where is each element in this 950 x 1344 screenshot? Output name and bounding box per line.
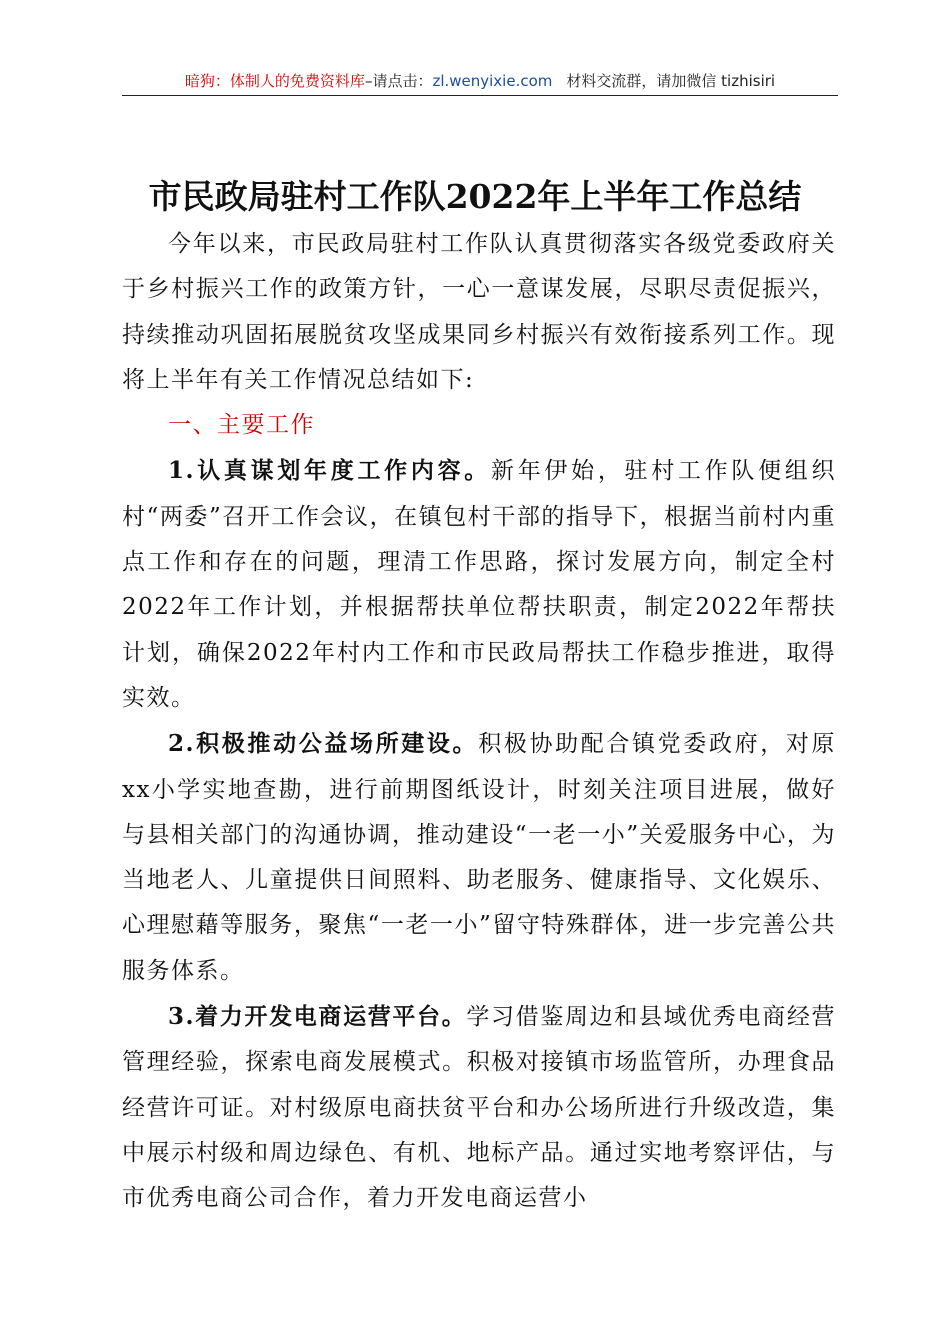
item-paragraph-3 <box>122 994 836 1221</box>
item-1-lead: 1.认真谋划年度工作内容。 <box>168 457 492 485</box>
item-3-lead: 3.着力开发电商运营平台。 <box>168 1003 467 1031</box>
item-paragraph-1 <box>122 448 836 721</box>
item-1-body: 新年伊始，驻村工作队便组织村“两委”召开工作会议，在镇包村干部的指导下，根据当前村内重点工作和存在的问题，理清工作思路，探讨发展方向，制定全村2022年工作计划，并根据帮扶单位帮扶职责，制定2022年帮扶计划，确保2022年村内工作和市民政局帮扶工作稳步推进，取得实效。 <box>122 458 837 711</box>
item-2-lead: 2.积极推动公益场所建设。 <box>168 730 479 758</box>
header-divider <box>122 95 838 96</box>
header-click-label: –请点击： <box>364 72 433 90</box>
page-header <box>122 68 838 94</box>
header-url-link[interactable]: zl.wenyixie.com <box>432 72 553 90</box>
item-2-body: 积极协助配合镇党委政府，对原xx小学实地查勘，进行前期图纸设计，时刻关注项目进展，做好与县相关部门的沟通协调，推动建设“一老一小”关爱服务中心，为当地老人、儿童提供日间照料、助老服务、健康指导、文化娱乐、心理慰藉等服务，聚焦“一老一小”留守特殊群体，进一步完善公共服务体系。 <box>122 731 836 984</box>
header-prefix: 暗狗：体制人的免费资料库 <box>184 72 365 90</box>
document-body <box>122 222 836 1222</box>
header-group-text: 材料交流群，请加微信 tizhisiri <box>566 72 776 90</box>
section-heading-main-work: 一、主要工作 <box>168 412 315 439</box>
item-paragraph-2 <box>122 721 836 994</box>
item-3-body: 学习借鉴周边和县域优秀电商经营管理经验，探索电商发展模式。积极对接镇市场监管所，办理食品经营许可证。对村级原电商扶贫平台和办公场所进行升级改造，集中展示村级和周边绿色、有机、地标产品。通过实地考察评估，与市优秀电商公司合作，着力开发电商运营小 <box>122 1004 837 1212</box>
intro-paragraph: 今年以来，市民政局驻村工作队认真贯彻落实各级党委政府关于乡村振兴工作的政策方针，一心一意谋发展，尽职尽责促振兴，持续推动巩固拓展脱贫攻坚成果同乡村振兴有效衔接系列工作。现将上半年有关工作情况总结如下: <box>122 231 836 393</box>
document-title: 市民政局驻村工作队2022年上半年工作总结 <box>148 177 802 217</box>
